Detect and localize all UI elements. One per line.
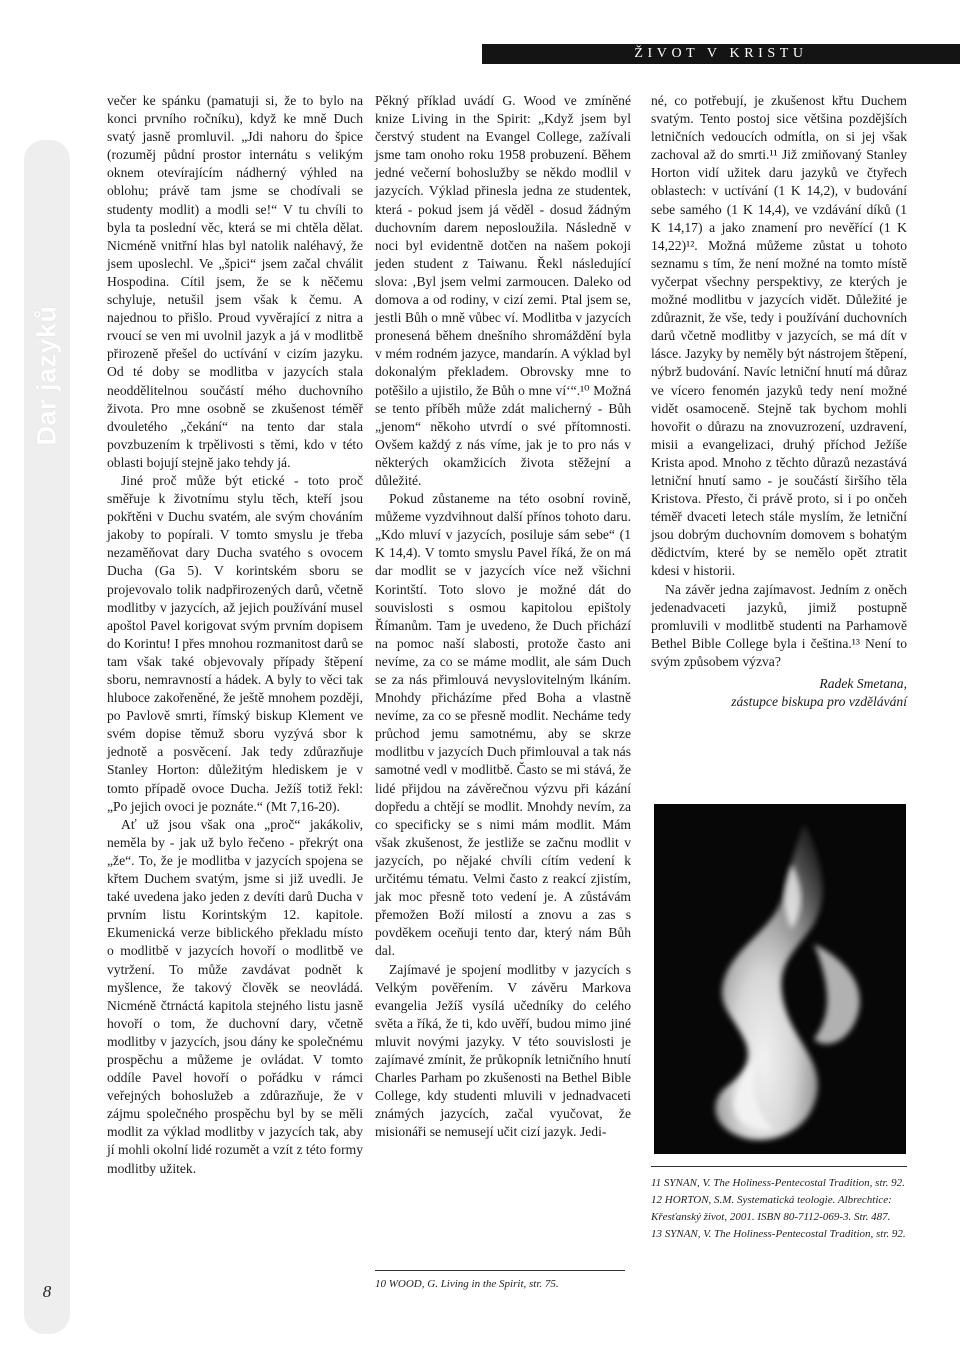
- paragraph: Zajímavé je spojení modlitby v jazycích s Velkým pověřením. V závěru Markova evangelia Ježíš vysílá učedníky do celého světa a říká, že ti, kdo uvěří, budou mimo jiné mluvit novými jazyky. V této souvislosti je zajímavé zmínit, že průkopník letničního hnutí Charles Parham po zkušenosti na Bethel Bible College, kdy studenti mluvili v jednadvaceti známých jazycích, začal vyučovat, že misionáři se nemusejí učit cizí jazyk. Jedi-: [375, 961, 631, 1140]
- footnote: 12 HORTON, S.M. Systematická teologie. Albrechtice: Křesťanský život, 2001. ISBN 80-7112-069-3. Str. 487.: [651, 1194, 892, 1223]
- footnote: 13 SYNAN, V. The Holiness-Pentecostal Tradition, str. 92.: [651, 1228, 906, 1240]
- footnotes-column-3: [651, 1175, 909, 1243]
- page-number-text: 8: [42, 1282, 52, 1301]
- column-3: [651, 92, 907, 711]
- side-title-text: Dar jazyků: [31, 304, 62, 446]
- flame-photo: [654, 804, 906, 1154]
- paragraph: Pěkný příklad uvádí G. Wood ve zmíněné knize Living in the Spirit: „Když jsem byl čerstvý student na Evangel College, zažívali jsme tam onoho roku 1958 probuzení. Během jedné večerní bohoslužby se někdo modlil v jazycích. Výklad přinesla jedna ze studentek, která - pokud jsem já věděl - dosud žádným duchovním darem neposloužila. Následně v noci byl evidentně dotčen na našem pokoji jeden student z Taiwanu. Řekl následující slova: ‚Byl jsem velmi zarmoucen. Daleko od domova a od rodiny, v cizí zemi. Ptal jsem se, jestli Bůh o mně vůbec ví. Modlitba v jazycích pronesená během dnešního shromáždění byla v mém rodném jazyce, mandarín. A výklad byl dokonalým překladem. Obrovsky mne to potěšilo a ujistilo, že Bůh o mne ví‘“.¹⁰ Možná se tento příběh může zdát malicherný - Bůh „jenom“ někoho utvrdí o své přítomnosti. Ovšem každý z nás víme, jak je to pro nás v některých okamžicích života stěžejní a důležité.: [375, 93, 631, 488]
- paragraph: Jiné proč může být etické - toto proč směřuje k životnímu stylu těch, kteří jsou pokřtěni v Duchu svatém, ale svým chováním jakoby to popírali. V tomto smyslu je třeba nezaměňovat dary Ducha svatého s ovocem Ducha (Ga 5). V korintském sboru se projevovalo tolik nadpřirozených darů, včetně modlitby v jazycích, až jejich používání musel apoštol Pavel korigovat svým prvním dopisem do Korintu! I přes mnohou rozmanitost darů se tam však také objevovaly případy štěpení sboru, nemravností a hádek. A byly to věci tak hluboce zakořeněné, že ještě mnohem později, po Pavlově smrti, římský biskup Klement ve svém dopise těmuž sboru vyzývá sbor k jednotě a posvěcení. Jak tedy zdůrazňuje Stanley Horton: důležitým hlediskem je v tomto případě ovoce Ducha. Ježíš totiž řekl: „Po jejich ovoci je poznáte.“ (Mt 7,16-20).: [107, 472, 363, 814]
- column-2: [375, 92, 631, 1141]
- paragraph: večer ke spánku (pamatuji si, že to bylo na konci prvního ročníku), když ke mně Duch svatý jasně promluvil. „Jdi nahoru do špice (rozuměj půdní prostor internátu s velikým oknem otevírajícím nádherný výhled na oblohu; právě tam jsme se chodívali se studenty modlit) a modli se!“ V tu chvíli to byla ta poslední věc, která se mi chtěla dělat. Nicméně vnitřní hlas byl natolik naléhavý, že jsem uposlechl. Ve „špici“ jsem začal chválit Hospodina. Cítil jsem, že se k něčemu schyluje, netušil jsem však k čemu. A najednou to přišlo. Proud vyvěrající z nitra a rvoucí se ven mi uvolnil jazyk a já v modlitbě přirozeně přešel do uctívání v cizím jazyku. Od té doby se modlitba v jazycích stala neoddělitelnou součástí mého duchovního života. Pro mne osobně se zkušenost téměř dvouletého „čekání“ na tento dar stala povzbuzením k trpělivosti s těmi, kdo v této oblasti bojují stejně jako tehdy já.: [107, 93, 363, 470]
- paragraph: Ať už jsou však ona „proč“ jakákoliv, neměla by - jak už bylo řečeno - překrýt ona „že“. To, že je modlitba v jazycích spojena se křtem Duchem svatým, jsme si již uvedli. Je také uvedena jako jeden z devíti darů Ducha v prvním listu Korintským 12. kapitole. Ekumenická verze biblického překladu místo o modlitbě v jazycích hovoří o modlitbě ve vytržení. To může zavdávat podnět k myšlence, že takový člověk se neovládá. Nicméně čtrnáctá kapitola stejného listu jasně hovoří o tom, že duchovní dary, včetně modlitby v jazycích, jsou dány ke společnému prospěchu a můžeme je ovládat. V tomto oddíle Pavel hovoří o pořádku v rámci veřejných bohoslužeb a zdůrazňuje, že v zájmu společného prospěchu byl by se měli modlit za výklad modlitby v jazycích tak, aby jí mohli okolní lidé rozumět a vzít z této formy modlitby užitek.: [107, 816, 363, 1176]
- paragraph: Pokud zůstaneme na této osobní rovině, můžeme vyzdvihnout další přínos tohoto daru. „Kdo mluví v jazycích, posiluje sám sebe“ (1 K 14,4). V tomto smyslu Pavel říká, že on má dar modlit se v jazycích více než všichni Korintští. Toto slovo je možné dát do souvislosti s osmou kapitolou epištoly Římanům. Tam je uvedeno, že Duch přichází na pomoc naší slabosti, protože často ani nevíme, za co se máme modlit, ale sám Duch se za nás přimlouvá nevyslovitelným lkáním. Mnohdy přicházíme před Boha a vlastně nevíme, za co se přesně modlit. Necháme tedy průchod jemu samotnému, aby se skrze modlitbu v jazycích Duch přimlouval a tak nás samotné vedl v modlitbě. Často se mi stává, že lidé přijdou na závěrečnou výzvu při kázání dopředu a chtějí se modlit. Mnohdy nevím, za co specificky se s nimi mám modlit. Mám však zkušenost, že jestliže se začnu modlit v jazycích, po nějaké chvíli cítím vedení k určitému tématu. Velmi často z reakcí zjistím, jak moc přesně toto vedení je. A zůstávám přemožen Boží milostí a znovu a zas s povděkem oceňuji tento dar, který nám Bůh dal.: [375, 491, 631, 959]
- footnotes-column-2: [375, 1276, 631, 1293]
- footnote: 10 WOOD, G. Living in the Spirit, str. 75.: [375, 1278, 559, 1290]
- paragraph: né, co potřebují, je zkušenost křtu Duchem svatým. Tento postoj sice většina pozdějších letničních vedoucích odmítla, on si jej však zachoval až do smrti.¹¹ Již zmiňovaný Stanley Horton vidí užitek daru jazyků ve čtyřech oblastech: v uctívání (1 K 14,2), v budování sebe samého (1 K 14,4), ve vzdávání díků (1 K 14,17) a jako znamení pro nevěřící (1 K 14,22)¹². Možná můžeme zůstat u tohoto seznamu s tím, že není možné na tomto místě vyčerpat všechny perspektivy, ze kterých je možné modlitbu v jazycích vidět. Důležité je zdůraznit, že vše, tedy i používání duchovních darů včetně modlitby v jazycích, se má dít v lásce. Jazyky by neměly být nástrojem štěpení, nýbrž budování. Navíc letniční hnutí má důraz ve vícero fenomén jazyků tedy není možné vidět osamoceně. Stejně tak bychom mohli hovořit o důrazu na znovuzrození, uzdravení, misii a evangelizaci, druhý příchod Ježíše Krista apod. Mnoho z těchto důrazů nezastává letniční hnutí samo - je součástí širšího těla Kristova. Přesto, či právě proto, si i po ončeh téměř dvaceti letech stále myslím, že letniční jsou dobrým duchovním domovem s bohatým dědictvím, které by se nemělo opět ztratit kdesi v historii.: [651, 93, 907, 579]
- section-header: ŽIVOT V KRISTU: [482, 44, 960, 64]
- page-number: [28, 1268, 66, 1316]
- paragraph: Na závěr jedna zajímavost. Jedním z oněch jedenadvaceti jazyků, jimiž postupně promluvili v modlitbě studenti na Parhamově Bethel Bible College byla i čeština.¹³ Není to svým způsobem výzva?: [651, 581, 907, 669]
- column-1: [107, 92, 363, 1178]
- side-title: [24, 300, 70, 450]
- author-signature: [651, 675, 907, 711]
- footnote: 11 SYNAN, V. The Holiness-Pentecostal Tradition, str. 92.: [651, 1177, 905, 1189]
- footnote-divider: [651, 1166, 907, 1167]
- footnote-divider: [375, 1270, 625, 1271]
- author-name: Radek Smetana,: [819, 676, 907, 691]
- author-role: zástupce biskupa pro vzdělávání: [731, 694, 907, 710]
- flame-icon: [654, 804, 906, 1154]
